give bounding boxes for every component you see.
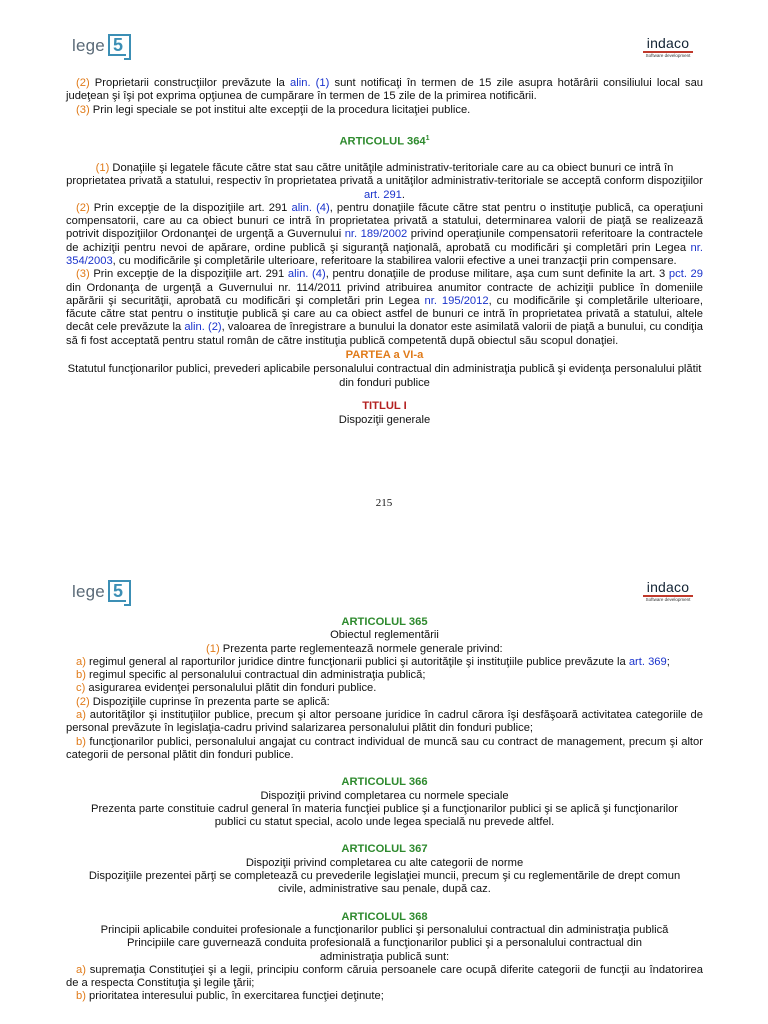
text: supremaţia Constituţiei şi a legii, principiu conform căruia persoanele care ocupă diferite categorii de funcţii au îndatorirea de a respecta Constituţia şi legile ţării; <box>66 963 703 990</box>
indaco-logo-text: indaco <box>646 35 690 51</box>
page-header <box>0 560 768 620</box>
article-368-title: Principii aplicabile conduitei profesionale a funcţionarilor publici şi personalului contractual din administraţia publică <box>100 923 669 936</box>
lege5-logo-box: 5 <box>108 580 126 602</box>
text: ; <box>666 655 670 668</box>
text: Proprietarii construcţiilor prevăzute la <box>89 77 291 89</box>
lege5-logo-text: lege <box>72 36 105 55</box>
alin-number: (1) <box>206 642 220 655</box>
article-368-heading: ARTICOLUL 368 <box>341 910 428 923</box>
text: funcţionarilor publici, personalului angajat cu contract individual de muncă sau cu contract de management, precum şi altor categorii de personal plătit din fonduri publice. <box>66 735 703 761</box>
article-367-heading: ARTICOLUL 367 <box>341 843 428 856</box>
alin-number: (2) <box>76 695 90 708</box>
article-365-lit-c <box>66 682 703 695</box>
text: Prezenta parte reglementează normele generale privind: <box>219 642 503 655</box>
link-lege-354-2003[interactable]: nr. 354/2003 <box>66 241 703 267</box>
indaco-logo-sub: Software development <box>645 53 691 58</box>
text: , valoarea de înregistrare a bunului la donator este asimilată valorii de piaţă a bunului, cu condiţia să fi fost acceptată pentru statul român de către instituţia publică competentă după obiectul său scopul donaţiei. <box>66 321 703 347</box>
article-368-lit-b <box>66 990 703 1003</box>
indaco-logo <box>643 36 693 59</box>
article-title: ARTICOLUL 364 <box>339 135 426 148</box>
link-alin-1[interactable]: alin. (1) <box>290 77 330 89</box>
text: , cu modificările şi completările ulterioare, făcute către stat pentru o instituţie publică şi care au ca obiect astfel de bunuri ce intră în proprietatea privată a statului, altele decât cele prevăzute la <box>66 294 703 334</box>
lege5-logo-box: 5 <box>108 34 126 56</box>
article-364-alin-3 <box>66 268 703 348</box>
page-2-body <box>66 616 703 1004</box>
link-oug-189-2002[interactable]: nr. 189/2002 <box>344 228 408 241</box>
article-367-title: Dispoziţii privind completarea cu alte categorii de norme <box>245 856 524 869</box>
indaco-logo-sub: Software development <box>645 597 691 602</box>
article-365-lit-a <box>66 656 703 669</box>
paragraph-alin-3 <box>66 104 703 117</box>
alin-number: (1) <box>95 161 110 174</box>
lit-letter: c) <box>76 682 86 695</box>
text: Prin excepţie de la dispoziţiile art. 291 <box>89 268 288 281</box>
link-lege-195-2012[interactable]: nr. 195/2012 <box>424 294 489 307</box>
article-368-lit-a <box>66 964 703 991</box>
link-art-291[interactable]: art. 291 <box>363 188 402 201</box>
page-header <box>0 0 768 60</box>
article-366-heading: ARTICOLUL 366 <box>341 776 428 789</box>
article-365-heading: ARTICOLUL 365 <box>341 616 428 628</box>
article-sup: 1 <box>425 134 430 142</box>
lit-letter: b) <box>76 735 86 748</box>
text: asigurarea evidenţei personalului plătit din fonduri publice. <box>85 682 377 695</box>
text: , pentru donaţiile de produse militare, aşa cum sunt definite la art. 3 <box>325 268 669 281</box>
article-364-alin-2 <box>66 202 703 268</box>
text: din Ordonanţa de urgenţă a Guvernului nr. 114/2011 privind atribuirea anumitor contracte de achiziţii publice în domeniile apărării şi securităţii, aprobată cu modificări şi completări prin Legea <box>66 281 703 307</box>
article-365-title: Obiectul reglementării <box>330 629 439 642</box>
lit-letter: a) <box>76 963 86 976</box>
parte-heading: PARTEA a VI-a <box>345 349 424 362</box>
text: Prin excepţie de la dispoziţiile art. 291 <box>89 201 292 214</box>
link-alin-4[interactable]: alin. (4) <box>291 201 330 214</box>
text: privind operaţiunile compensatorii referitoare la contractele de achiziţii pentru nevoi de apărare, ordine publică şi siguranţă naţională, aprobată cu modificări şi completări prin Legea <box>66 228 703 254</box>
page-number: 215 <box>375 497 393 509</box>
article-365-alin-2-lit-b <box>66 736 703 763</box>
link-alin-4[interactable]: alin. (4) <box>287 268 326 281</box>
alin-number: (3) <box>76 268 90 281</box>
text: , pentru donaţiile făcute către stat pentru o instituţie publică, ca operaţiuni compensatorii, care au ca obiect bunuri ce intră în proprietatea privată a statului, determinarea valorii de piaţă se realizează potrivit dispoziţiilor Ordonanţei de urgenţă a Guvernului <box>66 201 703 241</box>
alin-number: (3) <box>76 103 90 116</box>
titlu-description: Dispoziţii generale <box>338 414 431 427</box>
text: sunt notificaţi în termen de 15 zile asupra hotărârii consiliului local sau judeţean şi îşi pot exprima opţiunea de cumpărare în termen de 15 zile de la primirea notificării. <box>66 77 704 103</box>
lit-letter: b) <box>76 990 86 1003</box>
article-365-alin-2 <box>66 696 703 709</box>
titlu-heading: TITLUL I <box>362 399 407 412</box>
lege5-logo <box>72 580 126 602</box>
link-alin-2[interactable]: alin. (2) <box>184 321 222 334</box>
parte-description: Statutul funcţionarilor publici, prevederi aplicabile personalului contractual din administraţia publică şi evidenţa personalului plătit din fonduri publice <box>67 363 702 389</box>
document-page-2 <box>0 560 768 1024</box>
article-364-alin-1 <box>66 162 703 202</box>
article-366-title: Dispoziţii privind completarea cu normele speciale <box>260 789 509 802</box>
paragraph-alin-2 <box>66 77 703 104</box>
text: Prin legi speciale se pot institui alte excepţii de la procedura licitaţiei publice. <box>89 103 471 116</box>
lit-letter: a) <box>76 709 86 722</box>
alin-number: (2) <box>76 201 90 214</box>
text: . <box>401 188 406 201</box>
link-art-369[interactable]: art. 369 <box>628 655 667 668</box>
text: regimul general al raporturilor juridice dintre funcţionarii publici şi autorităţile şi instituţiile publice prevăzute la <box>85 655 629 668</box>
lit-letter: b) <box>76 669 86 682</box>
link-pct-29[interactable]: pct. 29 <box>668 268 703 281</box>
article-365-alin-1 <box>66 643 703 656</box>
article-367-text: Dispoziţiile prezentei părţi se completează cu prevederile legislaţiei muncii, precum şi cu reglementările de drept comun civile, administrative sau penale, după caz. <box>88 870 681 896</box>
text: Donaţiile şi legatele făcute către stat sau către unităţile administrativ-teritoriale care au ca obiect bunuri ce intră în proprietatea privată a statului, respectiv în proprietatea privată a unităţilor administrativ-teritoriale se acceptă conform dispoziţiilor <box>66 161 703 188</box>
article-365-alin-2-lit-a <box>66 709 703 736</box>
page-1-body <box>66 77 703 428</box>
text: Dispoziţiile cuprinse în prezenta parte se aplică: <box>89 695 330 708</box>
article-368-text: Principiile care guvernează conduita profesională a funcţionarilor publici şi a personalului contractual din administraţia publică sunt: <box>127 937 642 963</box>
article-366-text: Prezenta parte constituie cadrul general în materia funcţiei publice şi a funcţionarilor publici şi se aplică şi funcţionarilor publici cu statut special, acolo unde legea specială nu prevede altfel. <box>90 802 679 829</box>
text: autorităţilor şi instituţiilor publice, precum şi altor persoane juridice în cadrul cărora îşi desfăşoară activitatea categoriile de personal prevăzute în legislaţia-cadru privind salarizarea personalului plătit din fonduri publice; <box>66 709 703 735</box>
lege5-logo-text: lege <box>72 582 105 601</box>
indaco-logo <box>643 580 693 603</box>
text: prioritatea interesului public, în exercitarea funcţiei deţinute; <box>85 990 384 1003</box>
text: regimul specific al personalului contractual din administraţia publică; <box>85 669 426 682</box>
article-364-heading <box>66 132 703 149</box>
lege5-logo <box>72 34 126 56</box>
lit-letter: a) <box>76 655 86 668</box>
article-365-lit-b <box>66 669 703 682</box>
indaco-logo-text: indaco <box>646 579 690 595</box>
alin-number: (2) <box>76 77 90 89</box>
text: , cu modificările şi completările ulterioare, referitoare la stabilirea valorii efective a unei tranzacţii prin compensare. <box>112 255 677 267</box>
